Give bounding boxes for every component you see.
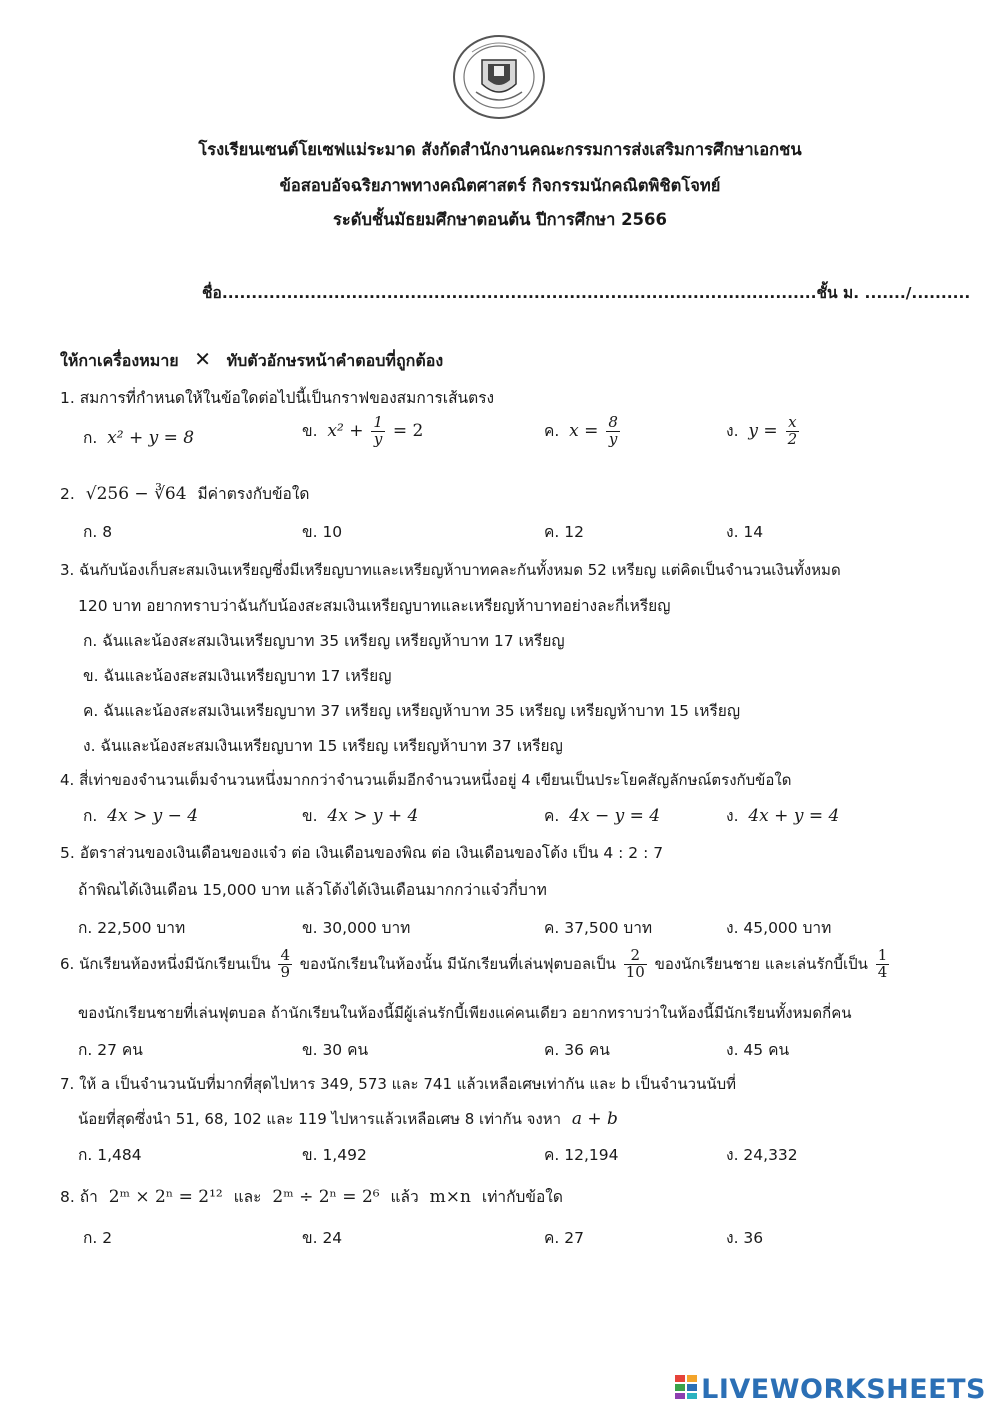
q6-option-a[interactable]: ก. 27 คน [78, 1041, 143, 1059]
option-math: x = [569, 420, 599, 441]
option-math: 4x + y = 4 [748, 806, 840, 826]
frac-num: 1 [877, 946, 888, 964]
q8-math: 2ᵐ ÷ 2ⁿ = 2⁶ [272, 1187, 380, 1207]
q4-option-b[interactable] [302, 803, 418, 828]
frac-den: y [373, 429, 383, 448]
frac-num: 4 [280, 946, 291, 964]
q7-option-d[interactable]: ง. 24,332 [726, 1146, 798, 1164]
frac-den: 2 [787, 429, 798, 448]
option-label: ง. [726, 807, 739, 825]
instruction-after: ทับตัวอักษรหน้าคำตอบที่ถูกต้อง [226, 351, 444, 370]
option-label: ค. [544, 421, 560, 440]
option-label: ข. [302, 807, 318, 825]
q1-option-c[interactable] [544, 415, 623, 448]
instruction-before: ให้กาเครื่องหมาย [60, 351, 179, 370]
q2-option-a[interactable]: ก. 8 [83, 523, 113, 541]
q3-option-a[interactable]: ก. ฉันและน้องสะสมเงินเหรียญบาท 35 เหรียญ เหรียญห้าบาท 17 เหรียญ [83, 632, 565, 650]
q2-question: มีค่าตรงกับข้อใด [197, 485, 310, 503]
q3-line2: 120 บาท อยากทราบว่าฉันกับน้องสะสมเงินเหรียญบาทและเหรียญห้าบาทอย่างละกี่เหรียญ [78, 597, 671, 615]
q7-option-c[interactable]: ค. 12,194 [544, 1146, 619, 1164]
q4-text: 4. สี่เท่าของจำนวนเต็มจำนวนหนึ่งมากกว่าจำนวนเต็มอีกจำนวนหนึ่งอยู่ 4 เขียนเป็นประโยคสัญลักษณ์ตรงกับข้อใด [60, 771, 792, 789]
name-class-line[interactable]: ชื่อ.....................................................................................................ชั้น ม. ......./.......... [202, 284, 971, 302]
option-label: ก. [83, 807, 98, 825]
q7-text: น้อยที่สุดซึ่งนำ 51, 68, 102 และ 119 ไปหารแล้วเหลือเศษ 8 เท่ากัน จงหา [78, 1110, 562, 1128]
q7-line1: 7. ให้ a เป็นจำนวนนับที่มากที่สุดไปหาร 349, 573 และ 741 แล้วเหลือเศษเท่ากัน และ b เป็นจำนวนนับที่ [60, 1075, 737, 1093]
q6-part: ของนักเรียนในห้องนั้น มีนักเรียนที่เล่นฟุตบอลเป็น [299, 954, 616, 973]
q7-math: a + b [571, 1109, 618, 1129]
q3-line1: 3. ฉันกับน้องเก็บสะสมเงินเหรียญซึ่งมีเหรียญบาทและเหรียญห้าบาทคละกันทั้งหมด 52 เหรียญ แต่คิดเป็นจำนวนเงินทั้งหมด [60, 561, 841, 579]
q4-option-d[interactable] [726, 803, 839, 828]
q3-option-b[interactable]: ข. ฉันและน้องสะสมเงินเหรียญบาท 17 เหรียญ [83, 667, 392, 685]
frac-num: 8 [608, 413, 618, 431]
option-math: 4x − y = 4 [569, 806, 661, 826]
frac-num: 2 [624, 948, 647, 965]
q8-part: 8. ถ้า [60, 1188, 98, 1206]
instruction [60, 347, 443, 374]
option-label: ง. [726, 421, 739, 440]
exam-title: ข้อสอบอัจฉริยภาพทางคณิตศาสตร์ กิจกรรมนักคณิตพิชิตโจทย์ [279, 176, 721, 195]
liveworksheets-icon [675, 1375, 697, 1406]
q5-option-b[interactable]: ข. 30,000 บาท [302, 919, 411, 937]
q2-option-b[interactable]: ข. 10 [302, 523, 343, 541]
option-label: ข. [302, 421, 318, 440]
q1-option-b[interactable] [302, 415, 423, 448]
q2-math: √256 − ∛64 [85, 484, 187, 504]
q8-option-a[interactable]: ก. 2 [83, 1229, 113, 1247]
q6-line1 [60, 948, 892, 981]
option-math: 4x > y + 4 [327, 806, 419, 826]
q7-option-b[interactable]: ข. 1,492 [302, 1146, 367, 1164]
q8-part: เท่ากับข้อใด [481, 1188, 563, 1206]
q5-option-a[interactable]: ก. 22,500 บาท [78, 919, 186, 937]
q8-math: 2ᵐ × 2ⁿ = 2¹² [108, 1187, 223, 1207]
q6-option-d[interactable]: ง. 45 คน [726, 1041, 790, 1059]
option-label: ค. [544, 807, 560, 825]
q1-option-d[interactable] [726, 415, 802, 448]
q6-option-c[interactable]: ค. 36 คน [544, 1041, 610, 1059]
q2-number: 2. [60, 485, 75, 503]
q8-option-d[interactable]: ง. 36 [726, 1229, 764, 1247]
q5-option-c[interactable]: ค. 37,500 บาท [544, 919, 653, 937]
q8-option-b[interactable]: ข. 24 [302, 1229, 343, 1247]
q4-option-c[interactable] [544, 803, 660, 828]
q4-option-a[interactable] [83, 803, 198, 828]
q8-part: แล้ว [390, 1188, 419, 1206]
option-math: y = [748, 420, 778, 441]
q5-line1: 5. อัตราส่วนของเงินเดือนของแจ๋ว ต่อ เงินเดือนของพิณ ต่อ เงินเดือนของโต้ง เป็น 4 : 2 : 7 [60, 844, 664, 862]
liveworksheets-logo[interactable] [675, 1374, 986, 1406]
option-math: = 2 [392, 420, 424, 441]
q3-option-c[interactable]: ค. ฉันและน้องสะสมเงินเหรียญบาท 37 เหรียญ เหรียญห้าบาท 35 เหรียญ เหรียญห้าบาท 15 เหรียญ [83, 702, 741, 720]
q1-text: 1. สมการที่กำหนดให้ในข้อใดต่อไปนี้เป็นกราฟของสมการเส้นตรง [60, 389, 495, 407]
frac-den: 4 [877, 962, 888, 981]
q6-line2: ของนักเรียนชายที่เล่นฟุตบอล ถ้านักเรียนในห้องนี้มีผู้เล่นรักบี้เพียงแค่คนเดียว อยากทราบว่าในห้องนี้มีนักเรียนทั้งหมดกี่คน [78, 1004, 852, 1022]
q2-option-d[interactable]: ง. 14 [726, 523, 764, 541]
frac-den: y [608, 429, 618, 448]
liveworksheets-text: LIVEWORKSHEETS [701, 1374, 986, 1405]
q8-math: m×n [429, 1187, 471, 1207]
q5-line2: ถ้าพิณได้เงินเดือน 15,000 บาท แล้วโต้งได้เงินเดือนมากกว่าแจ๋วกี่บาท [78, 881, 547, 899]
frac-num: x [786, 415, 800, 432]
x-mark-icon: ✕ [194, 347, 212, 371]
option-math: x² + [327, 420, 364, 441]
q2-text [60, 481, 309, 506]
option-math: x² + y = 8 [107, 428, 195, 448]
level-title: ระดับชั้นมัธยมศึกษาตอนต้น ปีการศึกษา 2566 [333, 210, 667, 229]
school-title: โรงเรียนเซนต์โยเซฟแม่ระมาด สังกัดสำนักงานคณะกรรมการส่งเสริมการศึกษาเอกชน [198, 140, 802, 159]
q6-option-b[interactable]: ข. 30 คน [302, 1041, 369, 1059]
q6-part: 6. นักเรียนห้องหนึ่งมีนักเรียนเป็น [60, 954, 271, 973]
q8-option-c[interactable]: ค. 27 [544, 1229, 584, 1247]
q7-line2 [78, 1107, 618, 1131]
q6-part: ของนักเรียนชาย และเล่นรักบี้เป็น [654, 954, 868, 973]
q2-option-c[interactable]: ค. 12 [544, 523, 584, 541]
school-seal [452, 34, 546, 120]
option-label: ก. [83, 429, 98, 447]
q7-option-a[interactable]: ก. 1,484 [78, 1146, 142, 1164]
q3-option-d[interactable]: ง. ฉันและน้องสะสมเงินเหรียญบาท 15 เหรียญ เหรียญห้าบาท 37 เหรียญ [83, 737, 563, 755]
frac-num: 1 [373, 413, 383, 431]
q8-part: และ [233, 1188, 262, 1206]
q8-text [60, 1184, 563, 1209]
q5-option-d[interactable]: ง. 45,000 บาท [726, 919, 832, 937]
frac-den: 9 [280, 962, 291, 981]
option-math: 4x > y − 4 [107, 806, 199, 826]
q1-option-a[interactable] [83, 425, 194, 450]
frac-den: 10 [625, 962, 645, 981]
